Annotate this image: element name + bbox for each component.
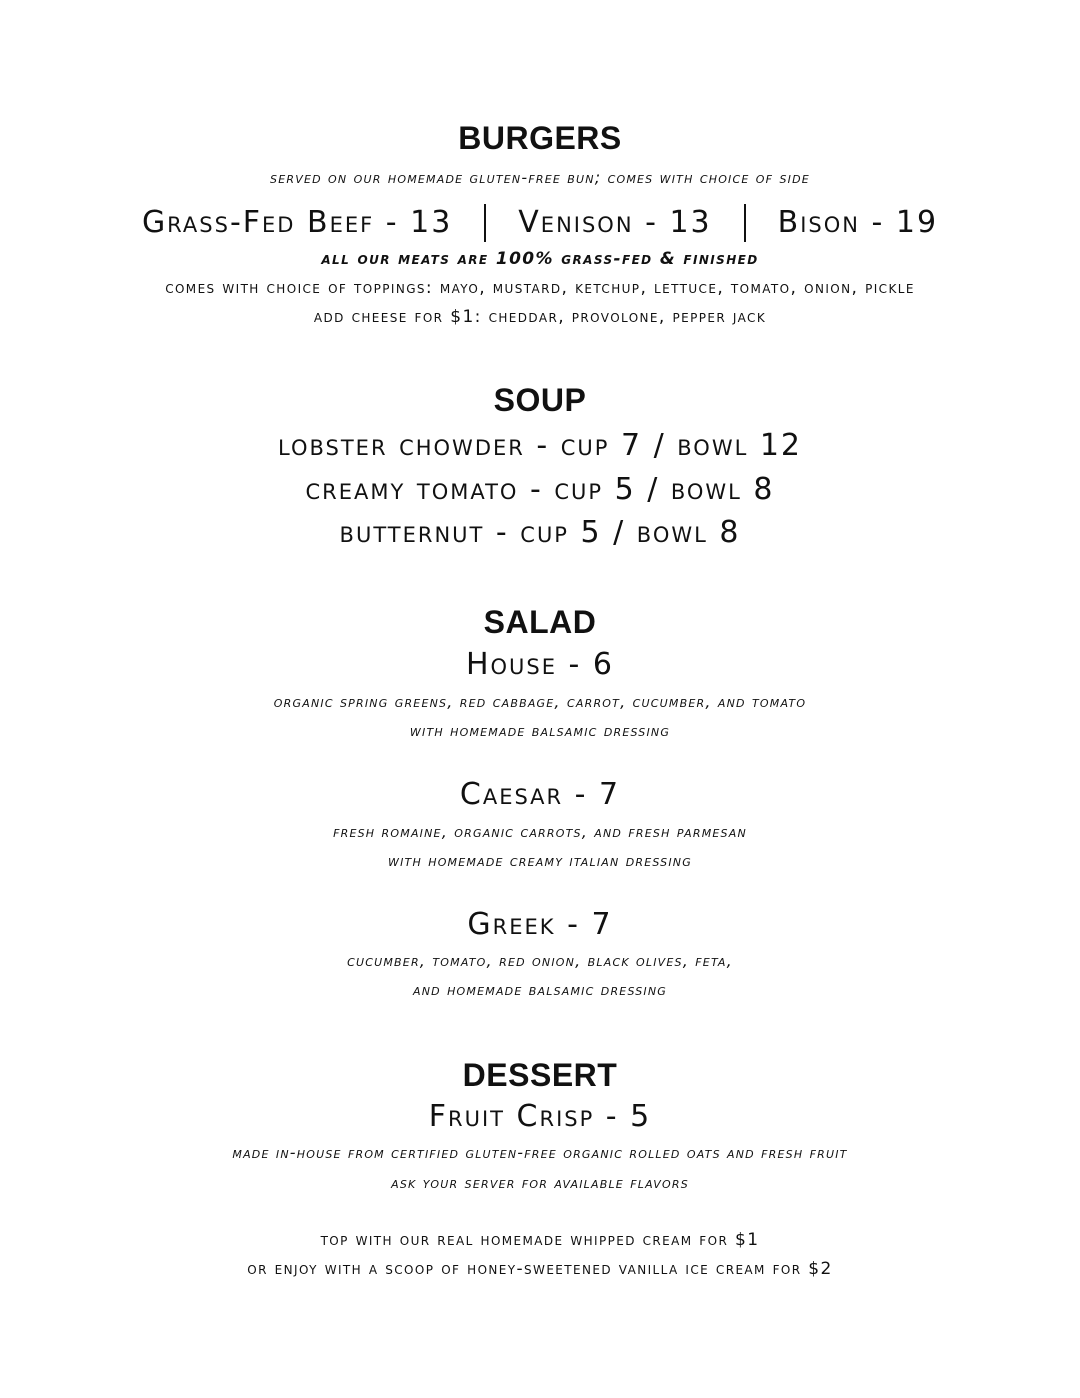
soup-item-3-block (0, 511, 1080, 555)
dessert-addon1-block (0, 1226, 1080, 1255)
toppings-note: comes with choice of toppings: mayo, mustard, ketchup, lettuce, tomato, onion, pickle (165, 278, 915, 298)
dessert-item-block (0, 1097, 1080, 1137)
burger-item-bison: Bison - 19 (777, 205, 939, 240)
burgers-subtitle: served on our homemade gluten-free bun; comes with choice of side (270, 168, 810, 187)
salad-house-desc1-block (0, 690, 1080, 714)
salad-caesar-block (0, 775, 1080, 815)
soup-section (0, 382, 1080, 418)
dessert-section (0, 1057, 1080, 1093)
dessert-desc2-block (0, 1171, 1080, 1195)
dessert-item-name: Fruit Crisp - 5 (428, 1099, 652, 1134)
dessert-desc1-block (0, 1141, 1080, 1165)
separator (484, 204, 486, 242)
burger-item-beef: Grass-Fed Beef - 13 (141, 205, 453, 240)
cheese-note: add cheese for $1: cheddar, provolone, pepper jack (313, 307, 767, 327)
salad-caesar-name: Caesar - 7 (459, 777, 621, 812)
burgers-section (0, 120, 1080, 156)
salad-caesar-desc1-block (0, 820, 1080, 844)
dessert-desc: ask your server for available flavors (391, 1173, 689, 1192)
salad-house-desc2-block (0, 719, 1080, 743)
dessert-addon2-block (0, 1255, 1080, 1284)
salad-house-desc: with homemade balsamic dressing (409, 721, 671, 740)
salad-house-block (0, 645, 1080, 685)
salad-section (0, 604, 1080, 640)
salad-greek-desc1-block (0, 949, 1080, 973)
soup-item: creamy tomato - cup 5 / bowl 8 (305, 472, 775, 507)
soup-item: butternut - cup 5 / bowl 8 (339, 515, 741, 550)
salad-house-name: House - 6 (465, 647, 615, 682)
salad-greek-desc: and homemade balsamic dressing (412, 980, 668, 999)
salad-caesar-desc: with homemade creamy italian dressing (388, 851, 692, 870)
soup-item: lobster chowder - cup 7 / bowl 12 (278, 428, 802, 463)
burger-options-row (0, 203, 1080, 243)
burgers-subtitle-block (0, 166, 1080, 190)
dessert-addon: top with our real homemade whipped cream for $1 (320, 1230, 760, 1250)
separator (744, 204, 746, 242)
burgers-items (0, 203, 1080, 243)
salad-greek-desc: cucumber, tomato, red onion, black olives, feta, (347, 951, 733, 970)
burger-item-venison: Venison - 13 (518, 205, 712, 240)
dessert-addon: or enjoy with a scoop of honey-sweetened vanilla ice cream for $2 (247, 1259, 833, 1279)
salad-greek-block (0, 905, 1080, 945)
burgers-title: BURGERS (458, 120, 622, 156)
cheese-note-block (0, 303, 1080, 332)
salad-caesar-desc2-block (0, 849, 1080, 873)
soup-item-1-block (0, 424, 1080, 468)
salad-house-desc: organic spring greens, red cabbage, carrot, cucumber, and tomato (273, 692, 807, 711)
dessert-title: DESSERT (462, 1057, 618, 1093)
salad-title: SALAD (483, 604, 597, 640)
soup-item-2-block (0, 468, 1080, 512)
soup-title: SOUP (493, 382, 587, 418)
salad-greek-desc2-block (0, 978, 1080, 1002)
salad-greek-name: Greek - 7 (467, 907, 613, 942)
meat-note: all our meats are 100% grass-fed & finished (321, 249, 759, 269)
salad-caesar-desc: fresh romaine, organic carrots, and fresh parmesan (333, 822, 747, 841)
toppings-note-block (0, 274, 1080, 303)
meat-note-block (0, 247, 1080, 271)
dessert-desc: made in-house from certified gluten-free organic rolled oats and fresh fruit (232, 1143, 848, 1162)
